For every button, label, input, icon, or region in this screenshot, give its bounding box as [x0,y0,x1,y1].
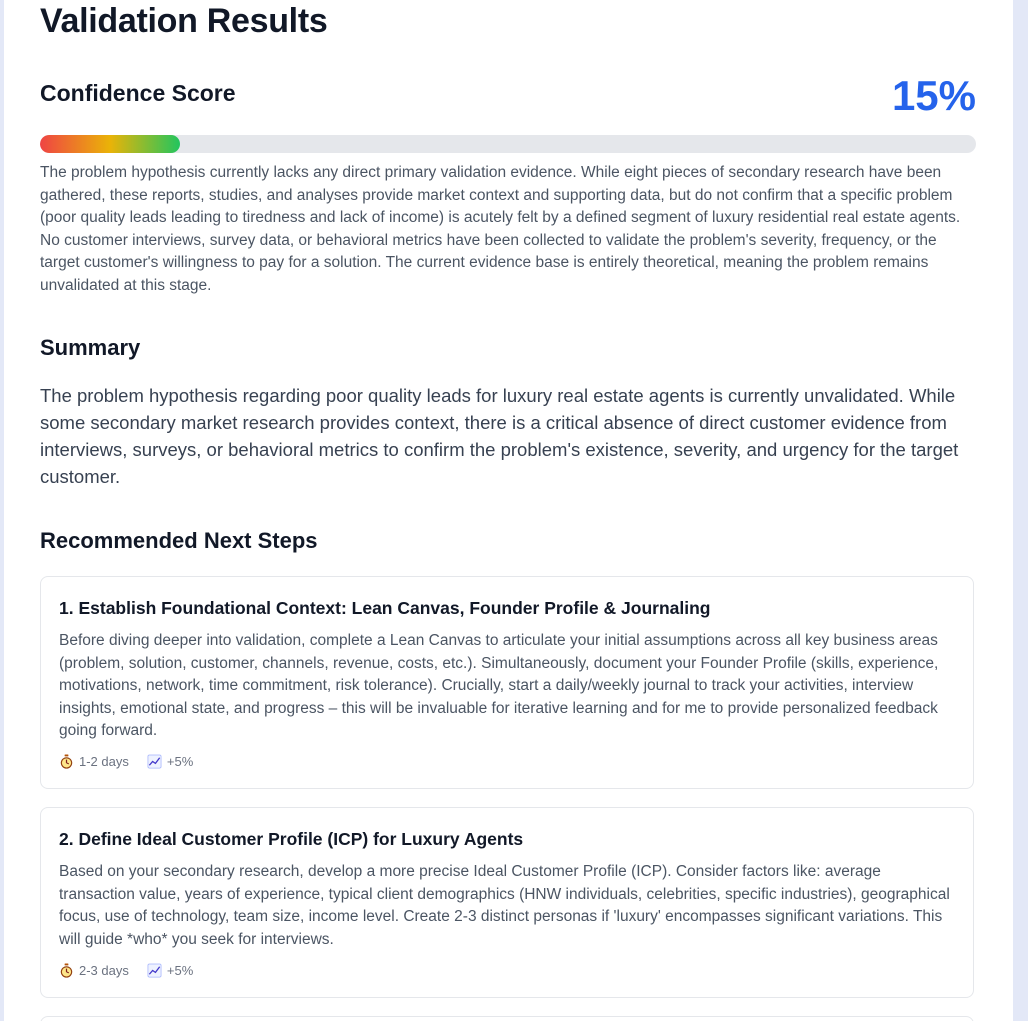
impact-meta [147,754,193,769]
impact-meta [147,963,193,978]
next-step-title: 2. Define Ideal Customer Profile (ICP) for Luxury Agents [59,829,524,849]
duration-meta [59,754,129,769]
next-steps-heading: Recommended Next Steps [40,528,318,553]
next-step-description: Based on your secondary research, develop a more precise Ideal Customer Profile (ICP). Consider factors like: average transaction value, years of experience, typical client demographics (HNW individuals, celebrities, specific industries), geographical focus, use of technology, team size, income level. Create 2-3 distinct personas if 'luxury' encompasses significant variations. This will guide *who* you seek for interviews. [59,863,950,948]
chart-increasing-icon [147,963,162,978]
stopwatch-icon [59,754,74,769]
results-panel [4,0,1013,1021]
next-step-card [40,807,974,998]
confidence-progress-bar [40,135,976,153]
next-step-card [40,576,974,789]
impact-text: +5% [166,963,194,978]
next-step-meta [59,963,205,978]
chart-increasing-icon [147,754,162,769]
confidence-score-row [40,72,976,122]
duration-meta [59,963,129,978]
summary-text: The problem hypothesis regarding poor quality leads for luxury real estate agents is currently unvalidated. While some secondary market research provides context, there is a critical absence of direct customer evidence from interviews, surveys, or behavioral metrics to confirm the problem's existence, severity, and urgency for the target customer. [40,385,959,487]
duration-text: 1-2 days [79,754,129,769]
summary-heading: Summary [40,335,141,360]
impact-text: +5% [166,754,194,769]
page-title: Validation Results [40,2,328,40]
next-step-description: Before diving deeper into validation, complete a Lean Canvas to articulate your initial assumptions across all key business areas (problem, solution, customer, channels, revenue, costs, etc.). Simultaneously, document your Founder Profile (skills, experience, motivations, network, time commitment, risk tolerance). Crucially, start a daily/weekly journal to track your activities, interview insights, emotional state, and progress – this will be invaluable for iterative learning and for me to provide personalized feedback going forward. [59,632,939,739]
next-step-meta [59,754,205,769]
stopwatch-icon [59,963,74,978]
next-step-title: 1. Establish Foundational Context: Lean Canvas, Founder Profile & Journaling [59,598,711,618]
confidence-score-value: 15% [891,72,976,119]
confidence-progress-fill [40,135,180,153]
confidence-description: The problem hypothesis currently lacks any direct primary validation evidence. While eight pieces of secondary research have been gathered, these reports, studies, and analyses provide market context and supporting data, but do not confirm that a specific problem (poor quality leads leading to tiredness and lack of income) is acutely felt by a defined segment of luxury residential real estate agents. No customer interviews, survey data, or behavioral metrics have been collected to validate the problem's severity, frequency, or the target customer's willingness to pay for a solution. The current evidence base is entirely theoretical, meaning the problem remains unvalidated at this stage. [40,164,961,294]
next-step-card-partial [40,1016,974,1021]
confidence-score-label: Confidence Score [40,80,236,106]
scrollbar-gutter [1013,0,1028,1021]
duration-text: 2-3 days [79,963,129,978]
